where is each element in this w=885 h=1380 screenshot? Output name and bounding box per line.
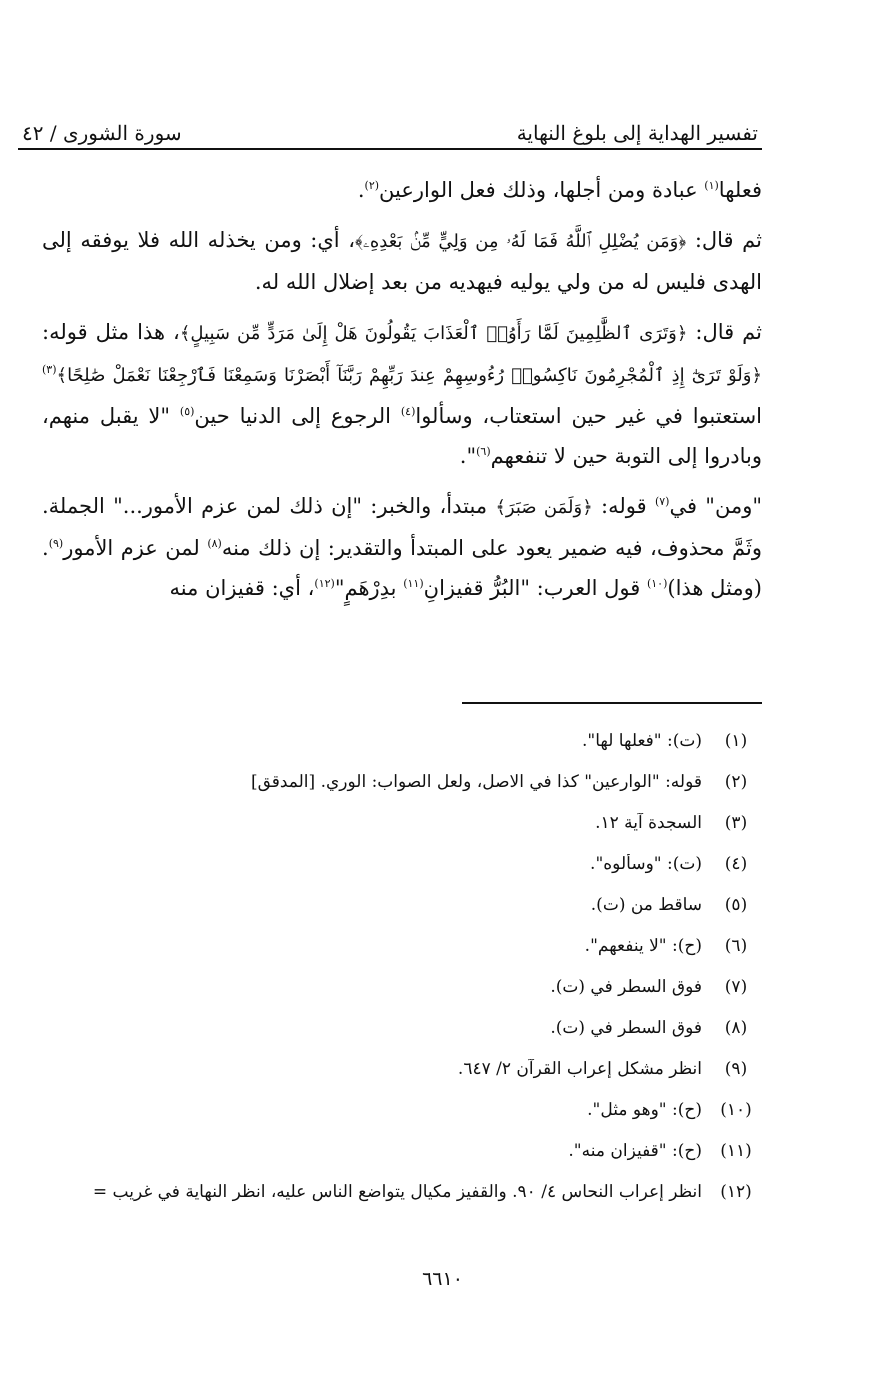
footnote-ref: (١٠) [646,577,668,590]
running-header [18,108,762,148]
footnote-ref: (٥) [179,405,195,418]
footnote-text: (ت): "وسألوه". [590,853,702,874]
main-text [42,170,762,608]
footnote-number: (١) [724,730,748,751]
footnote-text: انظر مشكل إعراب القرآن ٢/ ٦٤٧. [457,1058,702,1079]
footnote-item [20,720,762,761]
quran-verse: ﴿وَلَمَن صَبَرَ﴾ [495,497,593,518]
footnote-ref: (١١) [403,577,424,590]
quran-verse: ﴿وَتَرَى ٱلظَّٰلِمِينَ لَمَّا رَأَوُا۟ ٱلْعَذَابَ يَقُولُونَ هَلْ إِلَىٰ مَرَدٍّ مِّن سَبِيلٍ﴾ [179,323,688,344]
footnote-number: (١١) [720,1140,752,1161]
paragraph-3: ثم قال: ﴿وَتَرَى ٱلظَّٰلِمِينَ لَمَّا رَأَوُا۟ ٱلْعَذَابَ يَقُولُونَ هَلْ إِلَىٰ مَرَدٍّ مِّن سَبِيلٍ﴾، هذا مثل قوله: ﴿وَلَوْ تَرَىٰٓ إِذِ ٱلْمُجْرِمُونَ نَاكِسُوا۟ رُءُوسِهِمْ عِندَ رَبِّهِمْ رَبَّنَآ أَبْصَرْنَا وَسَمِعْنَا فَٱرْجِعْنَا نَعْمَلْ صَٰلِحًا﴾$^{(٣)}$ استعتبوا في غير حين استعتاب، وسألوا$^{(٤)}$ الرجوع إلى الدنيا حين$^{(٥)}$ "لا يقبل منهم، وبادروا إلى التوبة حين لا تنفعهم$^{(٦)}$". [42,320,763,468]
footnote-text: (ح): "قفيزان منه". [568,1140,702,1161]
footnote-item [20,761,762,802]
footnote-item [20,884,762,925]
page-number: ٦٦١٠ [422,1268,463,1290]
footnote-item [20,1171,762,1212]
paragraph-1: فعلها$^{(١)}$ عبادة ومن أجلها، وذلك فعل الوارعين$^{(٢)}$. [357,178,762,202]
footnotes [20,720,762,1212]
footnote-ref: (٧) [654,495,670,508]
footnote-text: (ح): "وهو مثل". [587,1099,702,1120]
header-rule [18,148,762,150]
footnote-item [20,925,762,966]
footnote-item [20,1048,762,1089]
footnote-number: (٢) [724,771,748,792]
footnote-text: انظر إعراب النحاس ٤/ ٩٠. والقفيز مكيال يتواضع الناس عليه، انظر النهاية في غريب = [92,1181,702,1202]
surah-label: سورة الشورى / ٤٢ [22,121,182,145]
footnote-number: (٤) [724,853,748,874]
footnote-item [20,966,762,1007]
footnote-number: (٦) [724,935,748,956]
footnote-number: (١٠) [720,1099,752,1120]
footnote-ref: (٣) [42,363,57,376]
footnote-item [20,1130,762,1171]
footnote-text: فوق السطر في (ت). [550,976,702,997]
footnote-item [20,1089,762,1130]
footnote-separator [462,702,762,704]
footnote-number: (٣) [724,812,748,833]
footnote-text: السجدة آية ١٢. [595,812,702,833]
quran-verse: ﴿وَلَوْ تَرَىٰٓ إِذِ ٱلْمُجْرِمُونَ نَاكِسُوا۟ رُءُوسِهِمْ عِندَ رَبِّهِمْ رَبَّنَآ أَبْصَرْنَا وَسَمِعْنَا فَٱرْجِعْنَا نَعْمَلْ صَٰلِحًا﴾ [56,365,762,386]
footnote-ref: (٩) [48,537,64,550]
footnote-item [20,1007,762,1048]
footnote-item [20,802,762,843]
footnote-ref: (٦) [476,445,491,458]
book-title: تفسير الهداية إلى بلوغ النهاية [516,121,758,145]
paragraph-2: ثم قال: ﴿وَمَن يُضْلِلِ ٱللَّهُ فَمَا لَهُۥ مِن وَلِيٍّ مِّنۢ بَعْدِهِۦ﴾، أي: ومن يخذله الله فلا يوفقه إلى الهدى فليس له من ولي يوليه فيهديه من بعد إضلال الله له. [42,228,763,294]
footnote-item [20,843,762,884]
footnote-text: فوق السطر في (ت). [550,1017,702,1038]
footnote-text: (ح): "لا ينفعهم". [584,935,702,956]
footnote-text: (ت): "فعلها لها". [581,730,702,751]
footnote-number: (١٢) [720,1181,752,1202]
footnote-text: ساقط من (ت). [590,894,702,915]
footnote-number: (٧) [724,976,748,997]
footnote-number: (٩) [724,1058,748,1079]
footnote-ref: (٢) [364,179,380,192]
footnote-number: (٥) [724,894,748,915]
footnote-text: قوله: "الوارعين" كذا في الاصل، ولعل الصواب: الوري. [المدقق] [250,771,702,792]
footnote-ref: (٨) [207,537,222,550]
footnote-ref: (١٢) [314,577,335,590]
quran-verse: ﴿وَمَن يُضْلِلِ ٱللَّهُ فَمَا لَهُۥ مِن وَلِيٍّ مِّنۢ بَعْدِهِۦ﴾ [355,231,687,252]
footnote-ref: (٤) [400,405,416,418]
paragraph-4: "ومن" في$^{(٧)}$ قوله: ﴿وَلَمَن صَبَرَ﴾ مبتدأ، والخبر: "إن ذلك لمن عزم الأمور..." الجملة. وثَمَّ محذوف، فيه ضمير يعود على المبتدأ والتقدير: إن ذلك منه$^{(٨)}$ لمن عزم الأمور$^{(٩)}$. (ومثل هذا)$^{(١٠)}$ قول العرب: "البُرُّ قفيزانِ$^{(١١)}$ بدِرْهَمٍ"$^{(١٢)}$، أي: قفيزان منه [42,494,762,600]
footnote-ref: (١) [704,179,719,192]
footnote-number: (٨) [724,1017,748,1038]
